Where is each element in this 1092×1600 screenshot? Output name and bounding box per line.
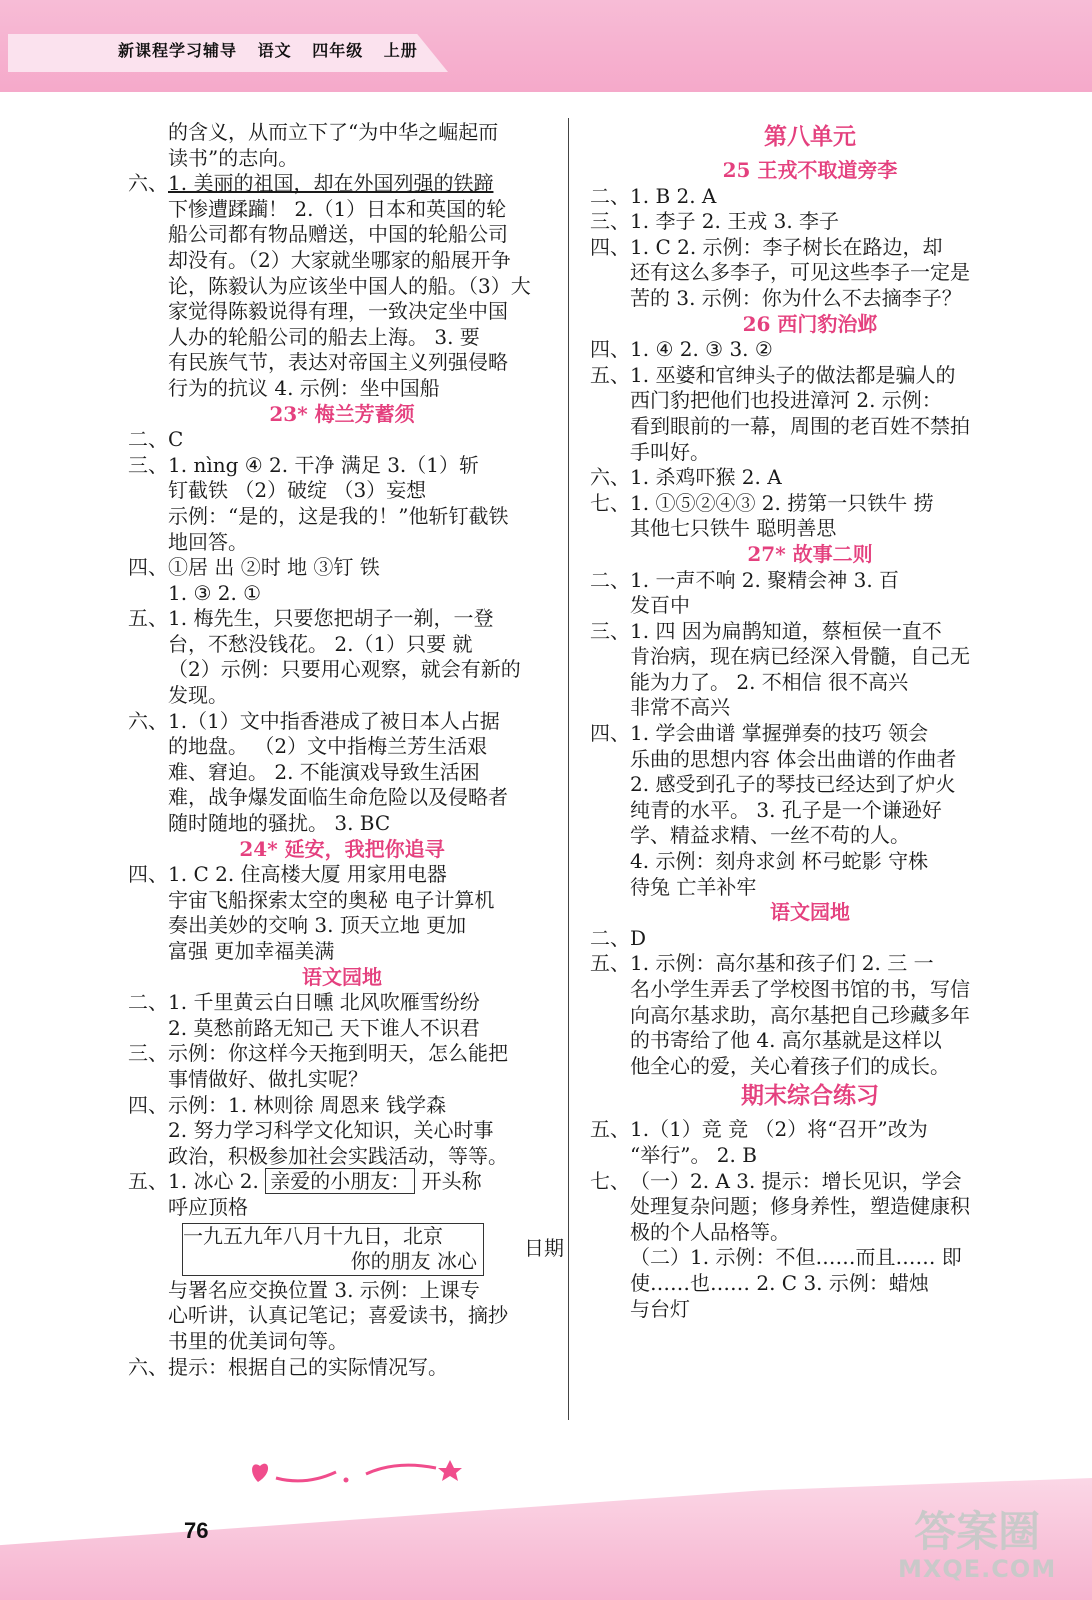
answer-text: 的含义，从而立下了“为中华之崛起而: [168, 120, 499, 144]
header-grade: 四年级: [312, 41, 364, 60]
answer-text: 1. 示例：高尔基和孩子们 2. 三 一: [630, 951, 934, 976]
answer-line: [118, 1093, 566, 1119]
answer-line: [118, 171, 566, 197]
left-answer-column: [118, 120, 566, 1380]
answer-text: 1. 巫婆和官绅头子的做法都是骗人的: [630, 362, 956, 387]
answer-line: [580, 977, 1040, 1003]
answer-text: 示例：“是的，这是我的！”他斩钉截铁: [168, 503, 509, 528]
section-heading: 26 西门豹治邺: [742, 311, 878, 336]
answer-line: [118, 1195, 566, 1221]
answer-text: 日期: [524, 1236, 564, 1261]
answer-text: “举行”。 2. B: [630, 1142, 757, 1167]
answer-line: [580, 875, 1040, 901]
answer-text: 开头称: [415, 1169, 482, 1194]
answer-text: 乐曲的思想内容 体会出曲谱的作曲者: [630, 746, 957, 771]
answer-line: [580, 593, 1040, 619]
answer-line: [118, 1016, 566, 1042]
answer-line: [580, 619, 1040, 645]
answer-line: [118, 632, 566, 658]
answer-line: [580, 1028, 1040, 1054]
answer-text: （2）示例：只要用心观察，就会有新的: [168, 657, 521, 682]
answer-line: [118, 376, 566, 402]
item-number: 六、: [128, 708, 168, 733]
answer-text: 提示：根据自己的实际情况写。: [168, 1354, 448, 1379]
answer-text: 纯青的水平。 3. 孔子是一个谦逊好: [630, 797, 942, 822]
answer-text: 苦的 3. 示例：你为什么不去摘李子？: [630, 285, 962, 310]
page-number: 76: [184, 1518, 209, 1543]
answer-line: [118, 606, 566, 632]
answer-text: 1. 四 因为扁鹊知道，蔡桓侯一直不: [630, 618, 942, 643]
answer-text: 的书寄给了他 4. 高尔基就是这样以: [630, 1028, 942, 1053]
running-header: [118, 38, 432, 61]
answer-text: 1. 千里黄云白日曛 北风吹雁雪纷纷: [168, 990, 480, 1015]
answer-line: [118, 1067, 566, 1093]
answer-text: 发百中: [630, 593, 690, 618]
answer-text: 1. ①⑤②④③ 2. 捞第一只铁牛 捞: [630, 490, 934, 515]
answer-line: [580, 363, 1040, 389]
answer-line: [118, 299, 566, 325]
answer-text: 2. 莫愁前路无知己 天下谁人不识君: [168, 1015, 480, 1040]
answer-line: [580, 747, 1040, 773]
answer-text: 手叫好。: [630, 439, 710, 464]
letter-ending-box: [182, 1223, 484, 1276]
watermark-logo: [898, 1507, 1057, 1584]
section-heading: 27* 故事二则: [747, 541, 873, 566]
answer-line: [580, 235, 1040, 261]
answer-line: [118, 478, 566, 504]
answer-line: [118, 274, 566, 300]
answer-text: 随时随地的骚扰。 3. BC: [168, 811, 391, 836]
answer-text: C: [168, 427, 184, 452]
answer-text: 名小学生弄丢了学校图书馆的书，写信: [630, 977, 970, 1001]
answer-text: 待兔 亡羊补牢: [630, 874, 757, 899]
answer-line: [118, 120, 566, 146]
answer-line: [580, 849, 1040, 875]
item-number: 二、: [128, 427, 168, 452]
answer-line: [118, 248, 566, 274]
letter-date-line: 一九五九年八月十九日，北京: [183, 1223, 443, 1248]
answer-line: [580, 568, 1040, 594]
answer-line: [580, 414, 1040, 440]
answer-text: 学、精益求精、一丝不苟的人。: [630, 823, 910, 848]
answer-line: [118, 453, 566, 479]
answer-text: 富强 更加幸福美满: [168, 939, 335, 963]
answer-text: 心听讲，认真记笔记；喜爱读书，摘抄: [168, 1303, 508, 1328]
answer-text: 肯治病，现在病已经深入骨髓，自己无: [630, 644, 970, 669]
answer-text: 书里的优美词句等。: [168, 1328, 348, 1353]
answer-line: [118, 1303, 566, 1329]
answer-text: 家觉得陈毅说得有理，一致决定坐中国: [168, 299, 508, 324]
answer-text: 台，不愁没钱花。 2.（1）只要 就: [168, 631, 473, 656]
answer-line: [118, 709, 566, 735]
answer-text: 1. 冰心 2.: [168, 1169, 266, 1194]
answer-line: [118, 939, 566, 965]
answer-text: 呼应顶格: [168, 1194, 248, 1219]
answer-line: [580, 798, 1040, 824]
answer-line: [580, 1194, 1040, 1220]
header-volume: 上册: [383, 41, 418, 60]
answer-line: [118, 146, 566, 172]
answer-text: 非常不高兴: [630, 695, 730, 720]
item-number: 六、: [128, 171, 168, 196]
item-number: 五、: [128, 1169, 168, 1194]
answer-line: [580, 644, 1040, 670]
answer-line: [580, 1271, 1040, 1297]
item-number: 七、: [590, 1168, 630, 1193]
answer-text: 向高尔基求助，高尔基把自己珍藏多年: [630, 1002, 970, 1027]
answer-line: [118, 1169, 566, 1195]
watermark-url: MXQE.COM: [898, 1555, 1057, 1583]
answer-line: [118, 862, 566, 888]
letter-ending-row: [118, 1221, 566, 1278]
answer-line: [580, 670, 1040, 696]
answer-line: [580, 337, 1040, 363]
item-number: 六、: [128, 1354, 168, 1379]
answer-line: [118, 325, 566, 351]
answer-line: [580, 388, 1040, 414]
answer-line: [580, 465, 1040, 491]
answer-line: [118, 427, 566, 453]
answer-text: 1. ③ 2. ①: [168, 580, 262, 605]
answer-text: 与台灯: [630, 1296, 690, 1321]
item-number: 四、: [590, 337, 630, 362]
answer-line: [580, 721, 1040, 747]
answer-line: [118, 1355, 566, 1381]
answer-text: 1. C 2. 住高楼大厦 用家用电器: [168, 862, 447, 887]
answer-line: [118, 683, 566, 709]
answer-line: [118, 504, 566, 530]
answer-text: 地回答。: [168, 529, 248, 554]
hearts-stars-decoration: [246, 1452, 476, 1496]
answer-line: [118, 1144, 566, 1170]
section-heading: 23* 梅兰芳蓄须: [269, 401, 415, 426]
item-number: 三、: [590, 618, 630, 643]
answer-line: [118, 350, 566, 376]
answer-text: 看到眼前的一幕，周围的老百姓不禁拍: [630, 413, 970, 438]
answer-text: 1. ④ 2. ③ 3. ②: [630, 337, 773, 362]
item-number: 四、: [128, 862, 168, 887]
item-number: 二、: [590, 183, 630, 208]
answer-line: [580, 1297, 1040, 1323]
answer-text: 1. 学会曲谱 掌握弹奏的技巧 领会: [630, 721, 929, 746]
item-number: 三、: [590, 209, 630, 234]
section-heading: 语文园地: [302, 964, 382, 989]
answer-line: [118, 1278, 566, 1304]
answer-line: [580, 260, 1040, 286]
answer-text: 政治，积极参加社会实践活动，等等。: [168, 1143, 508, 1168]
answer-text: 难、窘迫。 2. 不能演戏导致生活困: [168, 759, 480, 784]
answer-text: 却没有。（2）大家就坐哪家的船展开争: [168, 247, 511, 272]
answer-text: 处理复杂问题；修身养性，塑造健康积: [630, 1194, 970, 1219]
answer-line: [118, 734, 566, 760]
answer-line: [118, 530, 566, 556]
answer-text: 行为的抗议 4. 示例：坐中国船: [168, 375, 440, 400]
item-number: 四、: [128, 555, 168, 580]
answer-text: 事情做好、做扎实呢？: [168, 1066, 368, 1091]
answer-line: [118, 1118, 566, 1144]
answer-text: 还有这么多李子，可见这些李子一定是: [630, 260, 970, 285]
item-number: 七、: [590, 490, 630, 515]
right-answer-column: [580, 120, 1040, 1322]
answer-line: [580, 491, 1040, 517]
header-subject: 语文: [257, 41, 292, 60]
answer-line: [580, 1054, 1040, 1080]
answer-text: 下惨遭蹂躏！ 2.（1）日本和英国的轮: [168, 196, 507, 221]
answer-line: [580, 695, 1040, 721]
answer-text: 1.（1）竞 竞 （2）将“召开”改为: [630, 1117, 928, 1142]
answer-text: 极的个人品格等。: [630, 1219, 790, 1244]
item-number: 二、: [590, 567, 630, 592]
answer-line: [118, 1329, 566, 1355]
answer-line: [580, 823, 1040, 849]
unit-heading: 期末综合练习: [741, 1082, 879, 1110]
answer-line: [118, 888, 566, 914]
answer-line: [580, 209, 1040, 235]
column-divider: [568, 118, 569, 1420]
item-number: 四、: [590, 234, 630, 259]
item-number: 四、: [590, 721, 630, 746]
answer-text: 船公司都有物品赠送，中国的轮船公司: [168, 222, 508, 247]
section-heading: 语文园地: [770, 900, 850, 925]
answer-text: 难，战争爆发面临生命危险以及侵略者: [168, 785, 508, 810]
item-number: 五、: [590, 362, 630, 387]
answer-text: 与署名应交换位置 3. 示例：上课专: [168, 1277, 480, 1302]
item-number: 四、: [128, 1092, 168, 1117]
answer-text: 1. C 2. 示例：李子树长在路边，却: [630, 234, 943, 259]
answer-text: 1. 一声不响 2. 聚精会神 3. 百: [630, 567, 900, 592]
answer-line: [118, 555, 566, 581]
answer-line: [118, 197, 566, 223]
answer-line: [580, 951, 1040, 977]
answer-line: [118, 581, 566, 607]
answer-text: 1. 美丽的祖国，却在外国列强的铁蹄: [168, 171, 494, 196]
answer-text: 钉截铁 （2）破绽 （3）妄想: [168, 478, 427, 503]
answer-text: 读书”的志向。: [168, 145, 299, 170]
item-number: 五、: [590, 951, 630, 976]
answer-text: 其他七只铁牛 聪明善思: [630, 516, 837, 541]
answer-text: 西门豹把他们也投进漳河 2. 示例：: [630, 388, 942, 413]
answer-text: 2. 努力学习科学文化知识，关心时事: [168, 1118, 494, 1143]
answer-text: 1. 李子 2. 王戎 3. 李子: [630, 209, 840, 234]
answer-line: [580, 926, 1040, 952]
item-number: 五、: [128, 606, 168, 631]
answer-text: D: [630, 925, 647, 950]
answer-line: [118, 811, 566, 837]
answer-text: 使……也…… 2. C 3. 示例：蜡烛: [630, 1270, 929, 1295]
answer-text: （二）1. 示例：不但……而且…… 即: [630, 1245, 962, 1270]
answer-text: 1. 杀鸡吓猴 2. A: [630, 465, 782, 490]
answer-line: [118, 760, 566, 786]
answer-text: 示例：你这样今天拖到明天，怎么能把: [168, 1041, 508, 1066]
answer-line: [580, 1220, 1040, 1246]
answer-line: [118, 990, 566, 1016]
answer-text: 1.（1）文中指香港成了被日本人占据: [168, 708, 500, 733]
item-number: 三、: [128, 452, 168, 477]
answer-text: 示例：1. 林则徐 周恩来 钱学森: [168, 1092, 447, 1117]
answer-line: [580, 1117, 1040, 1143]
answer-line: [580, 440, 1040, 466]
answer-text: 的地盘。 （2）文中指梅兰芳生活艰: [168, 734, 488, 759]
section-heading: 25 王戎不取道旁李: [722, 158, 898, 182]
answer-text: 1. B 2. A: [630, 183, 717, 208]
item-number: 二、: [128, 990, 168, 1015]
answer-line: [118, 785, 566, 811]
item-number: 二、: [590, 925, 630, 950]
item-number: 六、: [590, 465, 630, 490]
header-book: 新课程学习辅导: [118, 41, 238, 60]
answer-line: [118, 222, 566, 248]
answer-text: 奏出美妙的交响 3. 顶天立地 更加: [168, 913, 467, 938]
answer-text: 1. 梅先生，只要您把胡子一剃，一登: [168, 606, 494, 631]
answer-line: [580, 1003, 1040, 1029]
answer-text: 能为力了。 2. 不相信 很不高兴: [630, 669, 909, 694]
answer-text: 发现。: [168, 683, 228, 708]
answer-line: [580, 184, 1040, 210]
answer-text: 人办的轮船公司的船去上海。 3. 要: [168, 324, 480, 349]
answer-text: 2. 感受到孔子的琴技已经达到了炉火: [630, 772, 956, 797]
answer-line: [118, 1041, 566, 1067]
answer-text: 4. 示例：刻舟求剑 杯弓蛇影 守株: [630, 849, 929, 874]
answer-text: 论，陈毅认为应该坐中国人的船。（3）大: [168, 273, 531, 298]
answer-line: [118, 657, 566, 683]
answer-line: [580, 1143, 1040, 1169]
item-number: 三、: [128, 1041, 168, 1066]
answer-line: [118, 913, 566, 939]
answer-line: [580, 1245, 1040, 1271]
answer-text: 有民族气节，表达对帝国主义列强侵略: [168, 350, 508, 375]
answer-line: [580, 772, 1040, 798]
answer-text: ①居 出 ②时 地 ③钉 铁: [168, 555, 380, 580]
answer-text: 宇宙飞船探索太空的奥秘 电子计算机: [168, 887, 495, 912]
answer-line: [580, 516, 1040, 542]
unit-heading: 第八单元: [764, 123, 856, 150]
answer-text: 他全心的爱，关心着孩子们的成长。: [630, 1053, 950, 1078]
letter-signature-line: 你的朋友 冰心: [350, 1249, 477, 1274]
answer-text: 1. nìng ④ 2. 干净 满足 3.（1）斩: [168, 452, 480, 477]
section-heading: 24* 延安，我把你追寻: [239, 836, 445, 861]
answer-line: [580, 286, 1040, 312]
boxed-salutation: 亲爱的小朋友：: [265, 1168, 415, 1194]
item-number: 五、: [590, 1117, 630, 1142]
answer-text: （一）2. A 3. 提示：增长见识，学会: [630, 1168, 962, 1193]
watermark-title: 答案圈: [914, 1507, 1041, 1556]
answer-line: [580, 1169, 1040, 1195]
